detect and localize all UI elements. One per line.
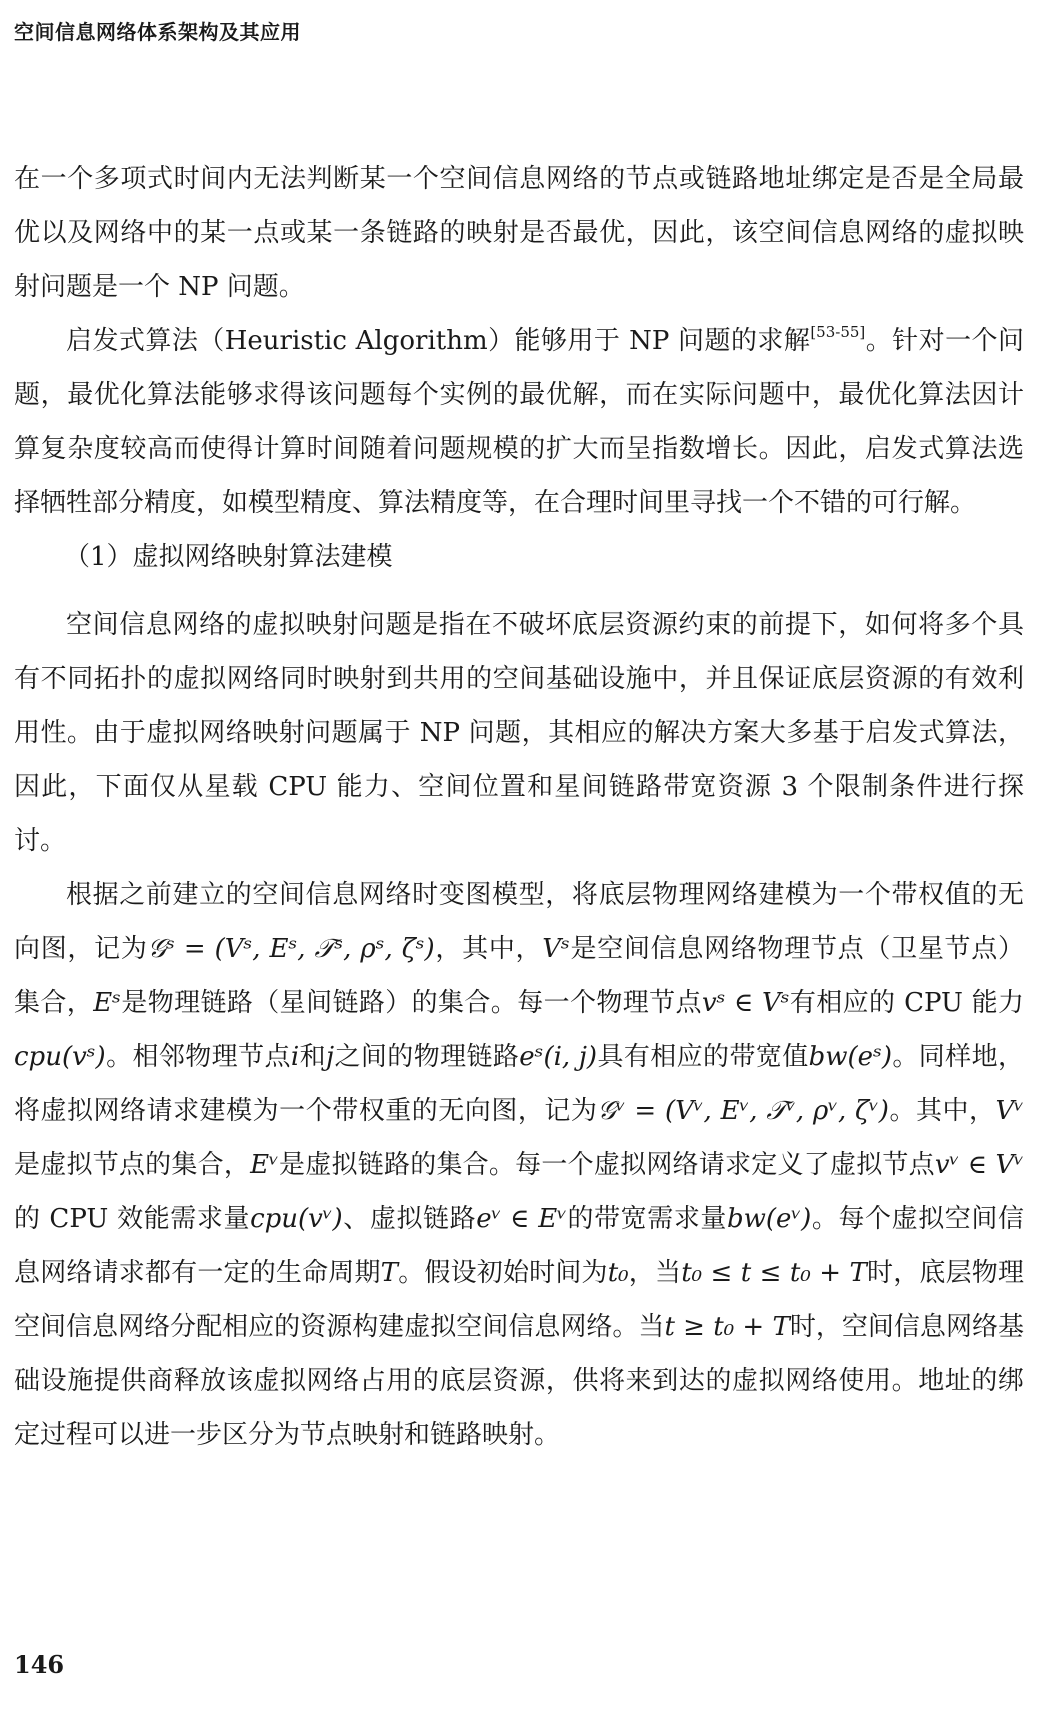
formula-virtual-bandwidth: bw(eᵛ) [727, 1204, 812, 1234]
formula-virtual-node-set: Vᵛ [995, 1096, 1024, 1126]
formula-initial-time: t₀ [607, 1258, 629, 1288]
model-text-9: 具有相应的带宽值 [597, 1042, 809, 1072]
model-text-7: 和 [299, 1042, 327, 1072]
paragraph-vne-problem: 空间信息网络的虚拟映射问题是指在不破坏底层资源约束的前提下，如何将多个具有不同拓扑的虚拟网络同时映射到共用的空间基础设施中，并且保证底层资源的有效利用性。由于虚拟网络映射问题属于 NP 问题，其相应的解决方案大多基于启发式算法，因此，下面仅从星载 CPU 能力、空间位置和星间链路带宽资源 3 个限制条件进行探讨。 [14, 610, 1024, 856]
running-header-title: 空间信息网络体系架构及其应用 [14, 20, 301, 44]
model-text-3: 是空间信息网络物理节点（卫星节点）集合， [14, 934, 1024, 1018]
model-text-15: 、虚拟链路 [342, 1204, 477, 1234]
body-text [14, 152, 1024, 1462]
model-text-6: 。相邻物理节点 [105, 1042, 291, 1072]
model-text-16: 的带宽需求量 [566, 1204, 728, 1234]
formula-substrate-node-set: Vˢ [542, 934, 570, 964]
model-text-21: 时，空间信息网络基础设施提供商释放该虚拟网络占用的底层资源，供将来到达的虚拟网络使用。地址的绑定过程可以进一步区分为节点映射和链路映射。 [14, 1312, 1024, 1450]
model-text-4: 是物理链路（星间链路）的集合。每一个物理节点 [120, 988, 702, 1018]
formula-node-i: i [290, 1042, 300, 1072]
model-text-1: 根据之前建立的空间信息网络时变图模型，将底层物理网络建模为一个带权值的无向图，记为 [14, 880, 1024, 964]
formula-substrate-link: eˢ(i, j) [519, 1042, 598, 1072]
formula-virtual-cpu: cpu(vᵛ) [250, 1204, 343, 1234]
model-text-20: 时，底层物理空间信息网络分配相应的资源构建虚拟空间信息网络。当 [14, 1258, 1024, 1342]
model-text-13: 是虚拟链路的集合。每一个虚拟网络请求定义了虚拟节点 [278, 1150, 935, 1180]
page-number: 146 [14, 1650, 65, 1679]
heuristic-text-before-citation: 启发式算法（Heuristic Algorithm）能够用于 NP 问题的求解 [66, 326, 811, 356]
model-text-14: 的 CPU 效能需求量 [14, 1204, 251, 1234]
model-text-2: ，其中， [434, 934, 543, 964]
formula-substrate-graph: 𝒢ˢ = (Vˢ, Eˢ, 𝒯ˢ, ρˢ, ζˢ) [147, 934, 435, 964]
formula-substrate-cpu: cpu(vˢ) [14, 1042, 106, 1072]
model-text-8: 之间的物理链路 [334, 1042, 520, 1072]
formula-virtual-node: vᵛ ∈ Vᵛ [934, 1150, 1024, 1180]
model-text-17: 。每个虚拟空间信息网络请求都有一定的生命周期 [14, 1204, 1024, 1288]
model-text-19: ，当 [628, 1258, 682, 1288]
formula-virtual-link-set: Eᵛ [250, 1150, 279, 1180]
formula-lifetime-T: T [380, 1258, 399, 1288]
model-text-10: 。同样地，将虚拟网络请求建模为一个带权重的无向图，记为 [14, 1042, 1024, 1126]
formula-virtual-link: eᵛ ∈ Eᵛ [476, 1204, 567, 1234]
section-heading: （1）虚拟网络映射算法建模 [64, 542, 393, 572]
formula-substrate-link-set: Eˢ [93, 988, 121, 1018]
formula-node-j: j [326, 1042, 335, 1072]
model-text-11: 。其中， [888, 1096, 996, 1126]
paragraph-heuristic-algorithm [14, 314, 1024, 530]
formula-expired-condition: t ≥ t₀ + T [664, 1312, 790, 1342]
formula-substrate-bandwidth: bw(eˢ) [808, 1042, 892, 1072]
formula-active-interval: t₀ ≤ t ≤ t₀ + T [681, 1258, 867, 1288]
model-text-12: 是虚拟节点的集合， [14, 1150, 251, 1180]
model-text-5: 有相应的 CPU 能力 [789, 988, 1024, 1018]
citation-reference: [53-55] [810, 323, 866, 341]
formula-substrate-node: vˢ ∈ Vˢ [701, 988, 790, 1018]
paragraph-np-definition: 在一个多项式时间内无法判断某一个空间信息网络的节点或链路地址绑定是否是全局最优以及网络中的某一点或某一条链路的映射是否最优，因此，该空间信息网络的虚拟映射问题是一个 NP 问题。 [14, 164, 1024, 302]
paragraph-graph-model [14, 868, 1024, 1462]
formula-virtual-graph: 𝒢ᵛ = (Vᵛ, Eᵛ, 𝒯ᵛ, ρᵛ, ζᵛ) [597, 1096, 889, 1126]
heuristic-text-after-citation: 。针对一个问题，最优化算法能够求得该问题每个实例的最优解，而在实际问题中，最优化算法因计算复杂度较高而使得计算时间随着问题规模的扩大而呈指数增长。因此，启发式算法选择牺牲部分精度，如模型精度、算法精度等，在合理时间里寻找一个不错的可行解。 [14, 326, 1024, 518]
model-text-18: 。假设初始时间为 [398, 1258, 608, 1288]
